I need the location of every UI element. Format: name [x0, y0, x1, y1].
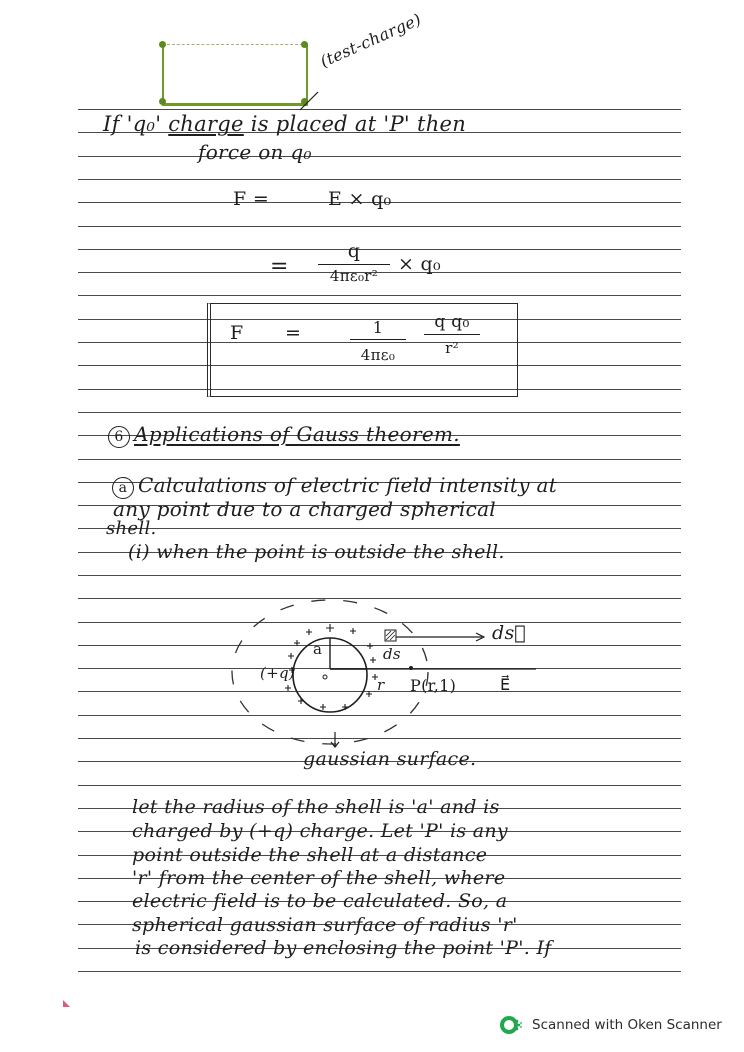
eq2-fraction: q 4πε₀r² — [318, 240, 390, 285]
surface-caption: gaussian surface. — [303, 748, 477, 770]
section-heading: 6 Applications of Gauss theorem. — [108, 422, 460, 448]
eq1-lhs: F = — [233, 188, 270, 210]
boxed-lhs: F — [230, 322, 244, 344]
subsection-title-2: any point due to a charged spherical — [113, 497, 496, 521]
boxed-equals: = — [285, 322, 302, 344]
boxed-fraction-2: q q₀ r² — [424, 312, 480, 357]
eq2-tail: × q₀ — [398, 253, 441, 275]
statement-line-2: force on q₀ — [198, 140, 312, 164]
paragraph-line: spherical gaussian surface of radius 'r' — [132, 914, 518, 936]
scanner-watermark — [500, 1014, 722, 1036]
subsection-label: a — [112, 477, 134, 499]
paragraph-line: is considered by enclosing the point 'P'. If — [135, 937, 552, 959]
field-vector-label: E⃗ — [500, 675, 511, 694]
statement-line-1: If 'q₀' charge is placed at 'P' then — [103, 112, 467, 136]
area-vector-label: ds⃗ — [492, 622, 526, 644]
charge-word: charge — [168, 112, 244, 136]
oken-scanner-logo-icon — [500, 1014, 522, 1036]
watermark-label: Scanned with Oken Scanner — [532, 1017, 722, 1033]
boxed-fraction-1: 1 4πε₀ — [350, 318, 406, 364]
test-charge-annotation: (test-charge) — [317, 9, 425, 71]
subsection-title-1: a Calculations of electric field intensity at — [112, 473, 557, 499]
charge-label: (+q) — [260, 664, 296, 682]
radius-label-a: a — [313, 640, 323, 658]
paragraph-line: charged by (+q) charge. Let 'P' is any — [132, 820, 508, 842]
point-label: P(r,1) — [410, 676, 457, 695]
case-heading: (i) when the point is outside the shell. — [128, 541, 505, 563]
paragraph-line: let the radius of the shell is 'a' and is — [132, 796, 500, 818]
subsection-title-3: shell. — [106, 518, 157, 539]
section-number: 6 — [108, 426, 130, 448]
paragraph-line: point outside the shell at a distance — [132, 844, 488, 866]
paragraph-line: electric field is to be calculated. So, a — [132, 890, 508, 912]
eq2-equals: = — [270, 254, 289, 279]
area-element-label: ds — [383, 645, 401, 663]
paragraph-line: 'r' from the center of the shell, where — [132, 867, 506, 889]
distance-label: r — [377, 676, 385, 694]
corner-mark — [63, 1000, 70, 1007]
eq1-rhs: E × q₀ — [328, 188, 392, 210]
